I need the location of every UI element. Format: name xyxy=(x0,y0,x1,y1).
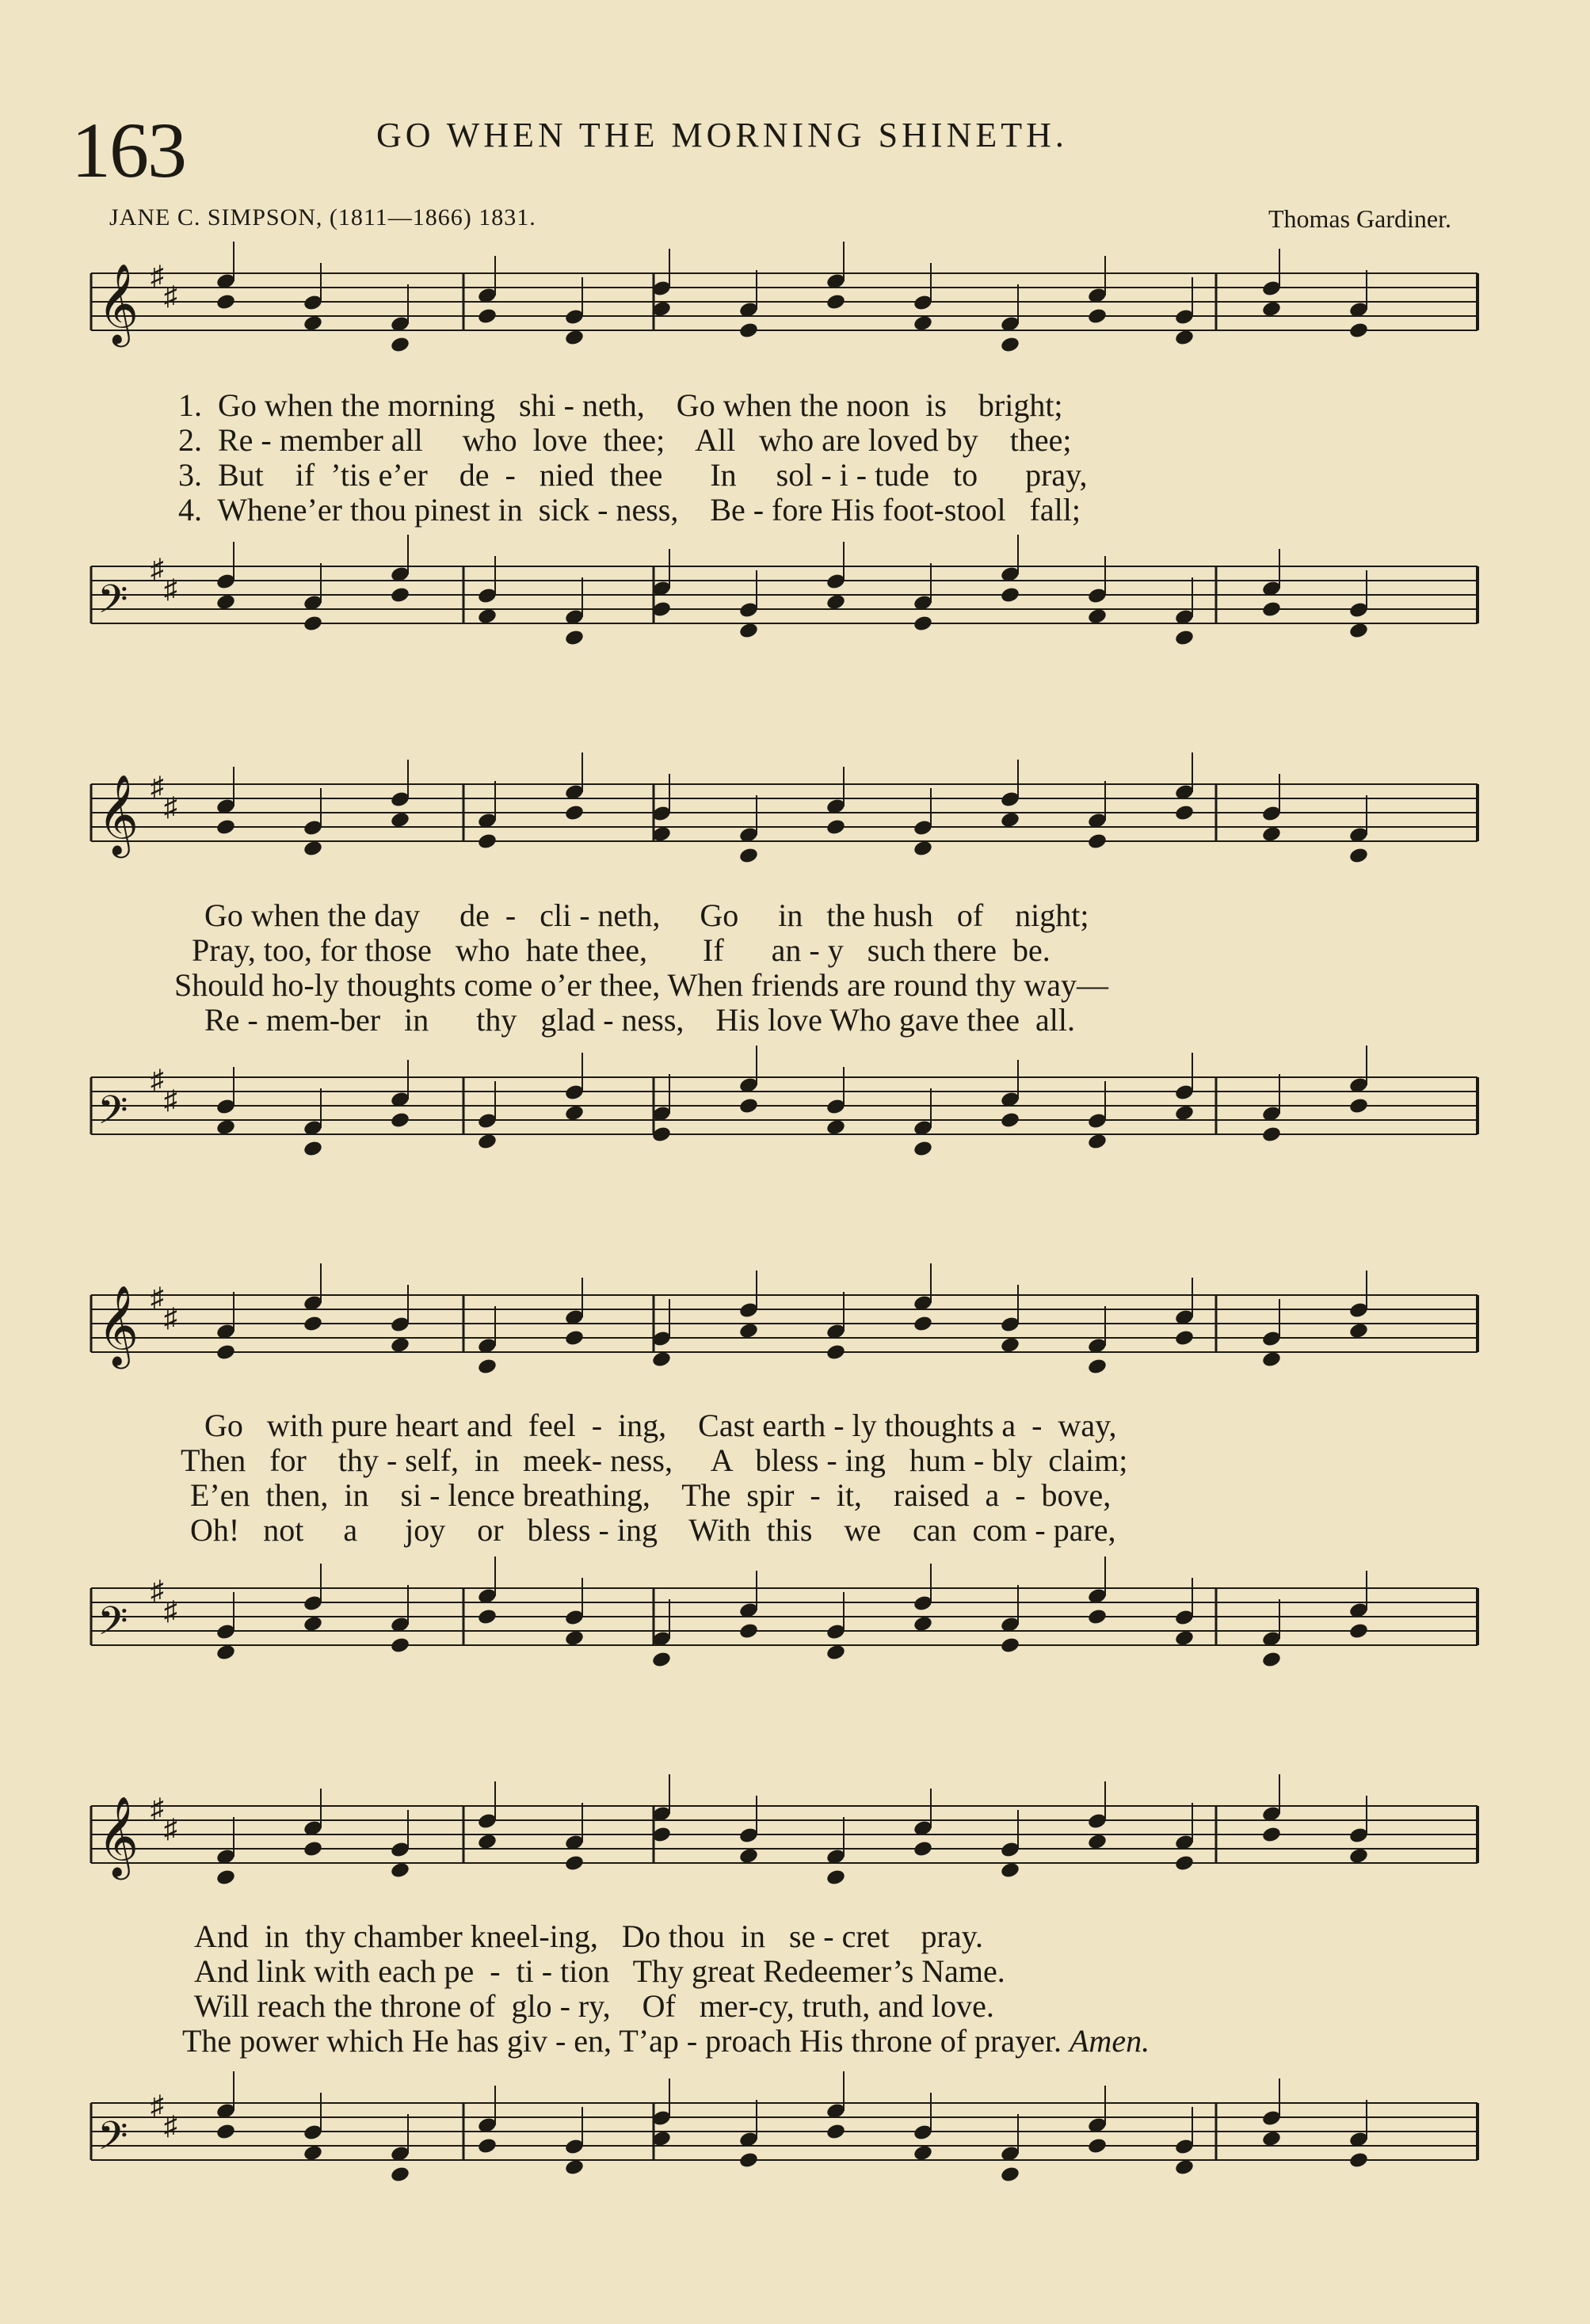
note-head xyxy=(1174,629,1195,647)
bass-clef-icon: 𝄢 xyxy=(97,2113,128,2169)
note-head xyxy=(303,1315,323,1333)
note-head xyxy=(303,615,323,633)
note-head xyxy=(1087,1358,1108,1376)
note-head xyxy=(826,293,846,311)
note-head xyxy=(1000,1636,1020,1655)
sharp-icon: ♯ xyxy=(164,793,177,822)
note-head xyxy=(477,307,498,326)
note-head xyxy=(1087,1608,1108,1626)
lyric-verse-3: Will reach the throne of glo - ry, Of mer-cy, truth, and love. xyxy=(194,1988,994,2024)
lyric-verse-3: E’en then, in si - lence breathing, The spir - it, raised a - bove, xyxy=(190,1477,1111,1513)
note-head xyxy=(1174,2158,1195,2177)
note-head xyxy=(1000,1111,1020,1130)
note-head xyxy=(215,2123,236,2141)
note-head xyxy=(303,314,323,333)
bass-clef-icon: 𝄢 xyxy=(97,1088,128,1143)
note-head xyxy=(1087,1133,1108,1151)
note-head xyxy=(651,1651,672,1669)
sharp-icon: ♯ xyxy=(164,1304,177,1333)
note-head xyxy=(826,1644,846,1662)
treble-staff-4 xyxy=(0,1770,1590,1929)
note-head xyxy=(215,1869,236,1887)
note-head xyxy=(738,847,759,865)
sharp-icon: ♯ xyxy=(164,575,177,604)
note-head xyxy=(913,840,933,858)
lyric-verse-2: And link with each pe - ti - tion Thy great Redeemer’s Name. xyxy=(194,1953,1005,1989)
note-head xyxy=(1174,1104,1195,1122)
note-head xyxy=(477,2137,498,2155)
treble-staff-1 xyxy=(0,238,1590,396)
note-head xyxy=(826,1343,846,1362)
note-head xyxy=(564,2158,585,2177)
bass-clef-icon: 𝄢 xyxy=(97,577,128,632)
treble-clef-icon: 𝄞 xyxy=(97,262,139,344)
note-head xyxy=(390,336,410,354)
note-head xyxy=(738,1622,759,1640)
note-head xyxy=(1348,322,1369,340)
lyric-verse-4: Re - mem-ber in thy glad - ness, His love Who gave thee all. xyxy=(204,1002,1076,1038)
note-head xyxy=(564,1854,585,1873)
sharp-icon: ♯ xyxy=(151,2091,164,2120)
note-head xyxy=(390,1861,410,1880)
note-head xyxy=(390,1636,410,1655)
note-head xyxy=(1174,1854,1195,1873)
sharp-icon: ♯ xyxy=(151,1065,164,1095)
hymn-number: 163 xyxy=(71,106,185,194)
lyric-verse-1: 1. Go when the morning shi - neth, Go when the noon is bright; xyxy=(178,387,1063,423)
note-head xyxy=(1087,832,1108,851)
sharp-icon: ♯ xyxy=(164,1815,177,1844)
note-head xyxy=(738,1322,759,1340)
note-head xyxy=(1261,600,1282,619)
note-head xyxy=(1087,307,1108,326)
note-head xyxy=(564,1329,585,1347)
note-head xyxy=(913,1140,933,1158)
bass-staff-4 xyxy=(0,2067,1590,2257)
sharp-icon: ♯ xyxy=(151,772,164,802)
note-head xyxy=(390,1111,410,1130)
note-head xyxy=(1000,1336,1020,1354)
note-head xyxy=(477,1358,498,1376)
note-head xyxy=(1174,1629,1195,1648)
hymn-composer: Thomas Gardiner. xyxy=(1268,204,1451,233)
note-head xyxy=(738,622,759,640)
note-head xyxy=(826,1869,846,1887)
note-head xyxy=(913,615,933,633)
note-head xyxy=(738,322,759,340)
note-head xyxy=(738,1847,759,1865)
note-head xyxy=(303,1140,323,1158)
note-head xyxy=(1348,622,1369,640)
sharp-icon: ♯ xyxy=(151,1794,164,1823)
sharp-icon: ♯ xyxy=(164,1597,177,1626)
note-head xyxy=(1174,329,1195,347)
sharp-icon: ♯ xyxy=(151,554,164,584)
note-head xyxy=(477,832,498,851)
note-head xyxy=(913,2144,933,2162)
lyric-verse-2: 2. Re - member all who love thee; All who are loved by thee; xyxy=(178,422,1072,458)
note-head xyxy=(1174,804,1195,822)
note-head xyxy=(564,329,585,347)
note-head xyxy=(826,818,846,836)
note-head xyxy=(303,1840,323,1858)
note-head xyxy=(1000,336,1020,354)
note-head xyxy=(1348,2151,1369,2170)
note-head xyxy=(738,2151,759,2170)
note-head xyxy=(215,1644,236,1662)
note-head xyxy=(1348,847,1369,865)
treble-clef-icon: 𝄞 xyxy=(97,773,139,855)
note-head xyxy=(303,2144,323,2162)
note-head xyxy=(913,1840,933,1858)
treble-staff-2 xyxy=(0,749,1590,907)
note-head xyxy=(564,629,585,647)
note-head xyxy=(1261,825,1282,844)
hymn-title: GO WHEN THE MORNING SHINETH. xyxy=(376,116,1068,154)
note-head xyxy=(390,811,410,829)
bass-staff-1 xyxy=(0,531,1590,705)
note-head xyxy=(1348,1322,1369,1340)
note-head xyxy=(913,1315,933,1333)
note-head xyxy=(1087,1833,1108,1851)
note-head xyxy=(215,1118,236,1137)
sharp-icon: ♯ xyxy=(164,282,177,311)
note-head xyxy=(303,1615,323,1633)
lyric-verse-3: Should ho-ly thoughts come o’er thee, When friends are round thy way— xyxy=(174,967,1108,1003)
note-head xyxy=(1261,1351,1282,1369)
lyric-verse-4: Oh! not a joy or bless - ing With this we can com - pare, xyxy=(190,1512,1116,1548)
lyric-verse-2: Then for thy - self, in meek- ness, A bless - ing hum - bly claim; xyxy=(181,1442,1128,1478)
note-head xyxy=(564,1629,585,1648)
sharp-icon: ♯ xyxy=(164,1086,177,1115)
note-head xyxy=(390,2166,410,2184)
note-head xyxy=(1261,1126,1282,1144)
bass-clef-icon: 𝄢 xyxy=(97,1598,128,1654)
sharp-icon: ♯ xyxy=(151,1576,164,1606)
note-head xyxy=(1087,608,1108,626)
note-head xyxy=(215,818,236,836)
note-head xyxy=(215,293,236,311)
note-head xyxy=(390,586,410,604)
lyric-verse-1: Go when the day de - cli - neth, Go in the hush of night; xyxy=(204,897,1089,933)
note-head xyxy=(1000,2166,1020,2184)
note-head xyxy=(1348,1097,1369,1115)
note-head xyxy=(477,608,498,626)
lyric-verse-4 xyxy=(182,2024,1513,2059)
note-head xyxy=(1000,1861,1020,1880)
note-head xyxy=(651,1351,672,1369)
note-head xyxy=(390,1336,410,1354)
note-head xyxy=(564,804,585,822)
treble-staff-3 xyxy=(0,1259,1590,1418)
lyric-verse-1: And in thy chamber kneel-ing, Do thou in se - cret pray. xyxy=(194,1918,984,1954)
note-head xyxy=(1348,1847,1369,1865)
note-head xyxy=(826,593,846,611)
lyric-verse-4-text: The power which He has giv - en, T’ap - proach His throne of prayer. xyxy=(182,2023,1062,2059)
note-head xyxy=(1261,300,1282,318)
note-head xyxy=(1261,2130,1282,2148)
note-head xyxy=(1261,1651,1282,1669)
hymn-author: JANE C. SIMPSON, (1811—1866) 1831. xyxy=(109,204,536,230)
lyric-verse-1: Go with pure heart and feel - ing, Cast earth - ly thoughts a - way, xyxy=(204,1408,1117,1443)
note-head xyxy=(1000,586,1020,604)
note-head xyxy=(1174,1329,1195,1347)
treble-clef-icon: 𝄞 xyxy=(97,1284,139,1366)
note-head xyxy=(215,593,236,611)
amen-label: Amen. xyxy=(1070,2023,1150,2059)
note-head xyxy=(826,2123,846,2141)
bass-staff-3 xyxy=(0,1553,1590,1727)
sharp-icon: ♯ xyxy=(151,1283,164,1312)
note-head xyxy=(913,1615,933,1633)
note-head xyxy=(1261,1826,1282,1844)
note-head xyxy=(738,1097,759,1115)
sharp-icon: ♯ xyxy=(164,2112,177,2141)
note-head xyxy=(913,314,933,333)
lyric-verse-2: Pray, too, for those who hate thee, If an - y such there be. xyxy=(192,932,1050,968)
note-head xyxy=(826,1118,846,1137)
lyric-verse-4: 4. Whene’er thou pinest in sick - ness, Be - fore His foot-stool fall; xyxy=(178,492,1081,528)
sharp-icon: ♯ xyxy=(151,261,164,291)
lyric-verse-3: 3. But if ’tis e’er de - nied thee In sol - i - tude to pray, xyxy=(178,457,1088,493)
note-head xyxy=(477,1833,498,1851)
note-head xyxy=(1087,2137,1108,2155)
note-head xyxy=(1000,811,1020,829)
note-head xyxy=(477,1608,498,1626)
treble-clef-icon: 𝄞 xyxy=(97,1795,139,1876)
note-head xyxy=(564,1104,585,1122)
bass-staff-2 xyxy=(0,1042,1590,1216)
note-head xyxy=(477,1133,498,1151)
note-head xyxy=(215,1343,236,1362)
note-head xyxy=(303,840,323,858)
note-head xyxy=(1348,1622,1369,1640)
